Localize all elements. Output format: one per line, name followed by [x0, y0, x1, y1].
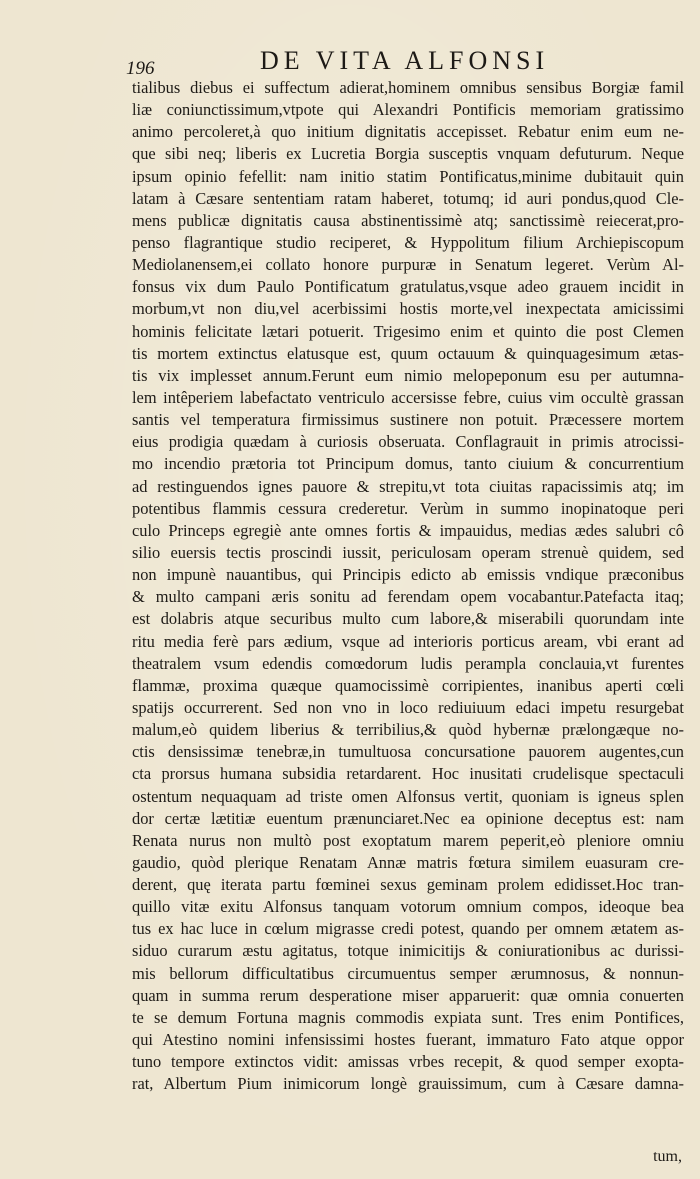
text-line: ipsum opinio fefellit: nam initio statim Pontificatus,minime dubitauit quin: [132, 166, 684, 186]
text-line: ritu media ferè pars ædium, vsque ad interioris porticus aream, vbi erant ad: [132, 631, 684, 651]
running-head: [122, 44, 682, 79]
text-line: & multo campani æris sonitu ad ferendam opem vocabantur.Patefacta itaq;: [132, 587, 684, 607]
text-line: liæ coniunctissimum,vtpote qui Alexandri Pontificis memoriam gratissimo: [132, 100, 684, 120]
catchword: tum,: [653, 1148, 682, 1165]
text-line: cta prorsus humana subsidia retardarent. Hoc inusitati crudelisque spectaculi: [132, 764, 684, 784]
text-line: penso flagrantique studio reciperet, & Hyppolitum filium Archiepiscopum: [132, 232, 684, 252]
text-line: siduo curarum æstu agitatus, totque inimicitijs & coniurationibus ac durissi-: [132, 941, 684, 961]
text-line: dor certæ lætitiæ euentum prænunciaret.Nec ea opinione deceptus est: nam: [132, 808, 684, 828]
text-line: quam in summa rerum desperatione miser apparuerit: quæ omnia conuerten: [132, 985, 684, 1005]
text-line: non impunè nauantibus, qui Principis edicto ab emissis vndique præconibus: [132, 565, 684, 585]
text-line: latam à Cæsare sententiam ratam haberet, totumq; id auri pondus,quod Cle-: [132, 188, 684, 208]
text-line: gaudio, quòd plerique Renatam Annæ matris fœtura similem euasuram cre-: [132, 852, 684, 872]
body-text: [132, 77, 684, 1095]
text-line: rat, Albertum Pium inimicorum longè grauissimum, cum à Cæsare damna-: [132, 1074, 684, 1094]
text-line: mens publicæ dignitatis causa abstinentissimè atq; sanctissimè reiecerat,pro-: [132, 210, 684, 230]
text-line: est dolabris atque securibus multo cum labore,& miserabili quorundam inte: [132, 609, 684, 629]
text-line: morbum,vt non diu,vel acerbissimi hostis morte,vel inexpectata amicissimi: [132, 299, 684, 319]
text-line: flammæ, proxima quæque quamocissimè corripientes, inanibus aperti cœli: [132, 675, 684, 695]
text-line: qui Atestino nomini infensissimi hostes fuerant, immaturo Fato atque oppor: [132, 1030, 684, 1050]
text-line: theatralem vsum edendis comœdorum ludis perampla conclauia,vt furentes: [132, 653, 684, 673]
text-line: tis vix implesset annum.Ferunt eum nimio melopeponum esu per autumna-: [132, 365, 684, 385]
page-number: 196: [126, 58, 155, 79]
text-line: quillo vitæ exitu Alfonsus tanquam votorum omnium compos, ideoque bea: [132, 897, 684, 917]
text-line: Mediolanensem,ei collato honore purpuræ in Senatum legeret. Verùm Al-: [132, 255, 684, 275]
text-line: tis mortem extinctus elatusque est, quum octauum & quinquagesimum ætas-: [132, 343, 684, 363]
text-line: te se demum Fortuna magnis commodis expiata sunt. Tres enim Pontifices,: [132, 1007, 684, 1027]
text-line: hominis felicitate lætari potuerit. Trigesimo enim et quinto die post Clemen: [132, 321, 684, 341]
text-line: eius prodigia quædam à curiosis obseruata. Conflagrauit in primis atrocissi-: [132, 432, 684, 452]
text-line: mo incendio prætoria tot Principum domus, tanto ciuium & concurrentium: [132, 454, 684, 474]
text-line: spatijs occurrerent. Sed non vno in loco rediuiuum edaci impetu resurgebat: [132, 697, 684, 717]
text-line: tialibus diebus ei suffectum adierat,hominem omnibus sensibus Borgiæ famil: [132, 78, 684, 97]
text-line: potentibus flammis cessura crederetur. Verùm in summo inopinatoque peri: [132, 498, 684, 518]
text-line: fonsus vix dum Paulo Pontificatum gratulatus,vsque adeo grauem incidit in: [132, 277, 684, 297]
text-line: ad restinguendos ignes pauore & strepitu,vt tota ciuitas rapacissimis atq; im: [132, 476, 684, 496]
text-line: lem intêperiem labefactato ventriculo accersisse febre, cuius vim occultè grassan: [132, 387, 684, 407]
page-title: DE VITA ALFONSI: [260, 46, 550, 75]
text-line: ctis densissimæ tenebræ,in tumultuosa concursatione pauorem augentes,cun: [132, 742, 684, 762]
text-line: silio euersis tectis proscindi iussit, periculosam operam strenuè quidem, sed: [132, 542, 684, 562]
text-line: Renata nurus non multò post exoptatum marem peperit,eò pleniore omniu: [132, 830, 684, 850]
text-line: animo percoleret,à quo initium dignitatis accepisset. Rebatur enim eum ne-: [132, 122, 684, 142]
text-line: ostentum nequaquam ad triste omen Alfonsus vertit, quoniam is igneus splen: [132, 786, 684, 806]
text-line: tuno tempore extinctos vidit: amissas vrbes recepit, & quod semper exopta-: [132, 1052, 684, 1072]
text-line: malum,eò quidem liberius & terribilius,& quòd hybernæ prælongæque no-: [132, 720, 684, 740]
text-line: que sibi neq; liberis ex Lucretia Borgia susceptis vnquam defuturum. Neque: [132, 144, 684, 164]
text-line: culo Princeps egregiè ante omnes fortis & impauidus, medias ædes salubri cô: [132, 520, 684, 540]
text-line: santis vel temperatura firmissimus sustinere non potuit. Præcessere mortem: [132, 410, 684, 430]
text-line: derent, quę iterata partu fœminei sexus geminam prolem edidisset.Hoc tran-: [132, 875, 684, 895]
text-line: tus ex hac luce in cœlum migrasse credi potest, quando per omnem ætatem as-: [132, 919, 684, 939]
text-line: mis bellorum difficultatibus circumuentus semper ærumnosus, & nonnun-: [132, 963, 684, 983]
